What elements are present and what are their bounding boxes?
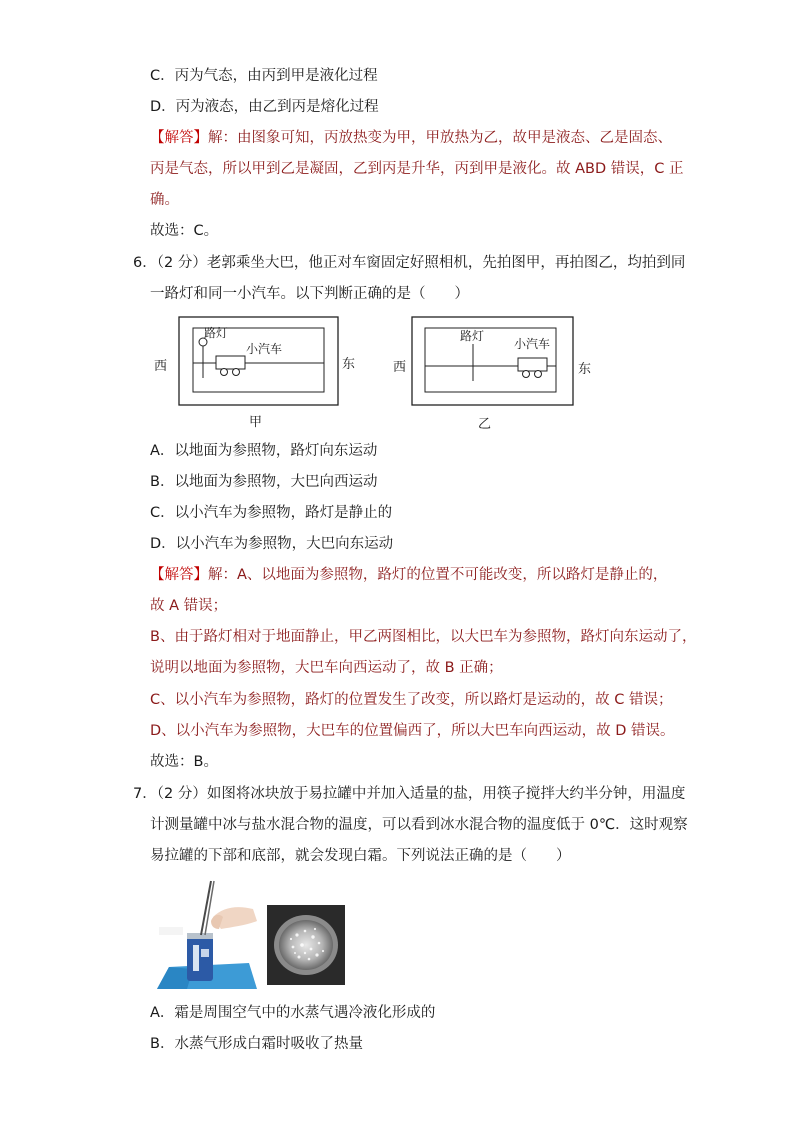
q5-option-d: D．丙为液态，由乙到丙是熔化过程 bbox=[150, 99, 379, 115]
fig-yi-car-wheel-front bbox=[523, 371, 530, 378]
q5-option-c: C．丙为气态，由丙到甲是液化过程 bbox=[150, 68, 378, 84]
q5-answer-text: 解：由图象可知，丙放热变为甲，甲放热为乙，故甲是液态、乙是固态、 bbox=[208, 130, 672, 146]
q6-figure bbox=[148, 311, 628, 436]
q6-stem-line-2: 一路灯和同一小汽车。以下判断正确的是（ ） bbox=[150, 286, 469, 302]
q7-option-b: B．水蒸气形成白霜时吸收了热量 bbox=[150, 1036, 363, 1052]
fig-yi-car-body bbox=[518, 358, 547, 371]
q5-answer-line-2: 丙是气态，所以甲到乙是凝固，乙到丙是升华，丙到甲是液化。故 ABD 错误，C 正 bbox=[150, 161, 684, 177]
q6-answer-line-4: 说明以地面为参照物，大巴车向西运动了，故 B 正确； bbox=[150, 660, 503, 676]
q7-photo-frost bbox=[267, 905, 345, 985]
q7-option-a: A．霜是周围空气中的水蒸气遇冷液化形成的 bbox=[150, 1005, 436, 1021]
fig-jia-car-wheel-front bbox=[221, 369, 228, 376]
fig-yi-east-label: 东 bbox=[578, 362, 592, 377]
fig-jia-caption: 甲 bbox=[249, 415, 263, 430]
q5-answer-line-3: 确。 bbox=[150, 192, 179, 208]
q6-option-d: D．以小汽车为参照物，大巴向东运动 bbox=[150, 536, 394, 552]
fig-yi-caption: 乙 bbox=[478, 417, 492, 432]
answer-tag: 【解答】 bbox=[150, 567, 208, 583]
q6-answer-text: 解：A、以地面为参照物，路灯的位置不可能改变，所以路灯是静止的， bbox=[208, 567, 668, 583]
q6-answer-line-2: 故 A 错误； bbox=[150, 598, 228, 614]
fig-jia-car-wheel-rear bbox=[233, 369, 240, 376]
fig-yi-car-label: 小汽车 bbox=[514, 337, 551, 351]
fig-yi-lamp-label: 路灯 bbox=[460, 329, 485, 343]
q6-stem-line-1 bbox=[133, 253, 685, 273]
q7-photo-can bbox=[153, 877, 261, 991]
fig-jia-lamp-label: 路灯 bbox=[204, 326, 229, 340]
fig-yi-west-label: 西 bbox=[393, 360, 407, 375]
q6-stem-text: （2 分）老郭乘坐大巴，他正对车窗固定好照相机，先拍图甲，再拍图乙，均拍到同 bbox=[156, 255, 686, 271]
q7-stem-line-1 bbox=[133, 784, 685, 804]
q6-option-a: A．以地面为参照物，路灯向东运动 bbox=[150, 443, 378, 459]
answer-tag: 【解答】 bbox=[150, 130, 208, 146]
q5-choice: 故选：C。 bbox=[150, 223, 219, 239]
fig-yi-car-wheel-rear bbox=[535, 371, 542, 378]
q6-answer-line-3: B、由于路灯相对于地面静止，甲乙两图相比，以大巴车为参照物，路灯向东运动了， bbox=[150, 629, 697, 645]
q6-answer-line-6: D、以小汽车为参照物，大巴车的位置偏西了，所以大巴车向西运动，故 D 错误。 bbox=[150, 723, 675, 739]
q6-choice: 故选：B。 bbox=[150, 754, 218, 770]
fig-jia-east-label: 东 bbox=[342, 357, 356, 372]
q7-stem-line-3: 易拉罐的下部和底部，就会发现白霜。下列说法正确的是（ ） bbox=[150, 848, 571, 864]
q7-stem-line-2: 计测量罐中冰与盐水混合物的温度，可以看到冰水混合物的温度低于 0℃．这时观察 bbox=[150, 817, 688, 833]
fig-jia-car-label: 小汽车 bbox=[246, 342, 283, 356]
q5-answer-line-1 bbox=[150, 128, 672, 148]
q6-option-b: B．以地面为参照物，大巴向西运动 bbox=[150, 474, 378, 490]
fig-jia-car-body bbox=[216, 356, 245, 369]
q6-number: 6． bbox=[133, 255, 157, 271]
q7-number: 7． bbox=[133, 786, 157, 802]
fig-jia-west-label: 西 bbox=[154, 359, 168, 374]
q7-stem-text: （2 分）如图将冰块放于易拉罐中并加入适量的盐，用筷子搅拌大约半分钟，用温度 bbox=[156, 786, 686, 802]
q6-answer-line-1 bbox=[150, 565, 667, 585]
q6-option-c: C．以小汽车为参照物，路灯是静止的 bbox=[150, 505, 393, 521]
q6-answer-line-5: C、以小汽车为参照物，路灯的位置发生了改变，所以路灯是运动的，故 C 错误； bbox=[150, 692, 673, 708]
